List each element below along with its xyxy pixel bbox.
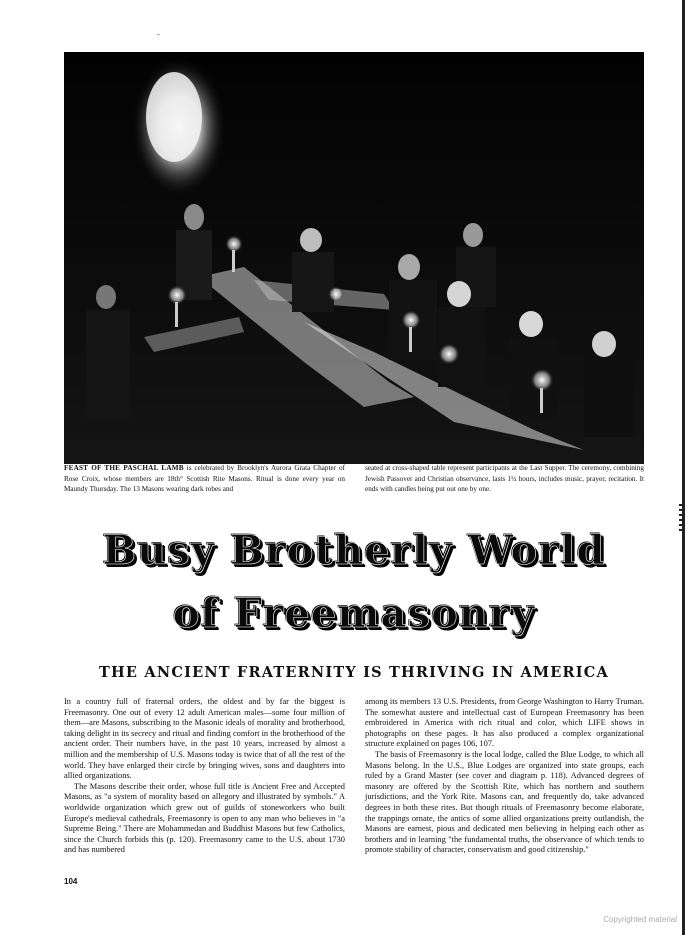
subheadline: THE ANCIENT FRATERNITY IS THRIVING IN AMERICA [99, 664, 609, 681]
body-column-right [365, 697, 644, 856]
body-paragraph: The Masons describe their order, whose full title is Ancient Free and Accepted Masons, as "a system of morality based on allegory and illustrated by symbols." A worldwide organization which grew out of guilds of stoneworkers who built Europe's medieval cathedrals, Freemasonry is open to any man who believes in "a Supreme Being." There are Mohammedan and Buddhist Masons but few Catholics, since the Church forbids this (p. 120). Freemasonry came to the U.S. about 1730 and has numbered [64, 781, 345, 855]
page-number: 104 [64, 877, 78, 886]
caption-text-left: is celebrated by Brooklyn's Aurora Grata Chapter of Rose Croix, whose members are 18th° Scottish Rite Masons. Ritual is done every year on Maundy Thursday. The 13 Masons wearing dark robes and [64, 464, 345, 493]
photo-caption-right: seated at cross-shaped table represent participants at the Last Supper. The ceremony, combining Jewish Passover and Christian observance, lasts 1½ hours, includes music, prayer, recitation. It ends with candles being put out one by one. [365, 464, 644, 493]
headline-line-2: of Freemasonry [172, 590, 536, 637]
page-notches [679, 504, 683, 534]
body-paragraph: In a country full of fraternal orders, the oldest and by far the biggest is Freemasonry. One out of every 12 adult American males—some four million of them—are Masons, subscribing to the Masonic ideals of morality and brotherhood, taking delight in its secrecy and ritual and finding comfort in the brotherhood of the ancient order. Their numbers have, in the past 10 years, increased by almost a million and the membership of U.S. Masons today is twice that of all the rest of the world. They have enlarged their circle by bringing wives, sons and daughters into allied organizations. [64, 697, 345, 781]
headline-line-1: Busy Brotherly World [102, 527, 606, 574]
copyright-notice: Copyrighted material [603, 915, 677, 924]
photo-caption-left [64, 463, 345, 495]
feast-photo [64, 52, 644, 464]
body-paragraph: among its members 13 U.S. Presidents, from George Washington to Harry Truman. The somewhat austere and intellectual cast of European Freemasonry has been embroidered in America with rich ritual and color, which LIFE shows in photographs on these pages. It has also produced a complex organizational structure explained on pages 106, 107. [365, 697, 644, 749]
body-paragraph: The basis of Freemasonry is the local lodge, called the Blue Lodge, to which all Masons belong. In the U.S., Blue Lodges are organized into state groups, each ruled by a Grand Master (see cover and diagram p. 118). Advanced degrees of masonry are offered by the Scottish Rite, which has northern and southern jurisdictions, and the York Rite. Masons can, and frequently do, take advanced degrees in both these rites. But though rituals of Freemasonry become elaborate, the trappings ornate, the antics of some allied organizations pretty outlandish, the Masons are earnest, pious and dedicated men believing in helping each other as brothers and in learning "the fundamental truths, the observance of which tends to promote stability of character, conservatism and good citizenship." [365, 749, 644, 855]
body-column-left [64, 697, 345, 856]
caption-lead: FEAST OF THE PASCHAL LAMB [64, 464, 184, 472]
page-mark: - [157, 30, 160, 39]
